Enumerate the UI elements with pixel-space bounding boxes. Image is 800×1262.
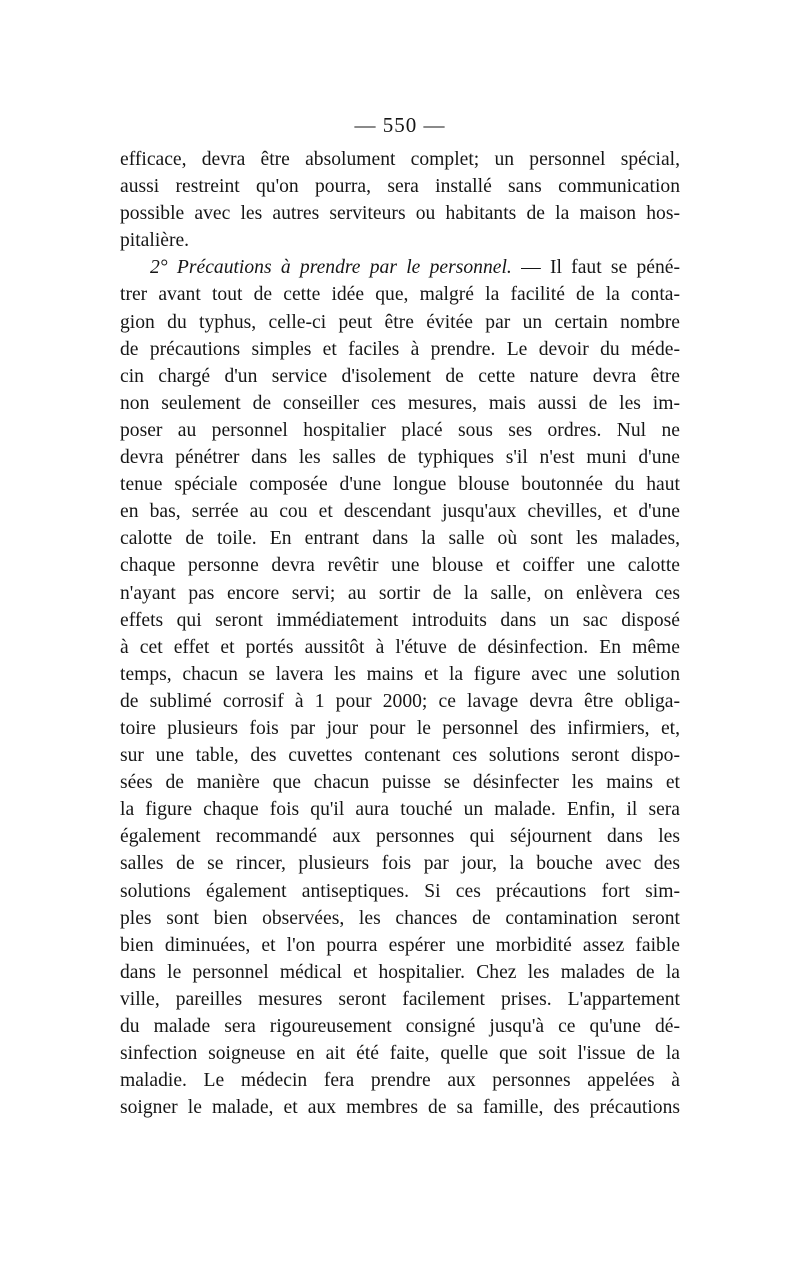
text-line: à cet effet et portés aussitôt à l'étuve de désinfection. En même (120, 636, 680, 658)
text-line: salles de se rincer, plusieurs fois par jour, la bouche avec des (120, 853, 680, 875)
text-line: sur une table, des cuvettes contenant ces solutions seront dispo- (120, 745, 680, 767)
text-line: du malade sera rigoureusement consigné jusqu'à ce qu'une dé- (120, 1016, 680, 1037)
text-line: de sublimé corrosif à 1 pour 2000; ce lavage devra être obliga- (120, 690, 680, 712)
text-line: possible avec les autres serviteurs ou habitants de la maison hos- (120, 203, 680, 225)
text-line: ples sont bien observées, les chances de contamination seront (120, 907, 680, 929)
text-line: bien diminuées, et l'on pourra espérer une morbidité assez faible (120, 934, 680, 956)
section-title: Précautions à prendre par le personnel. (176, 257, 512, 279)
text-line: n'ayant pas encore servi; au sortir de la salle, on enlèvera ces (120, 582, 680, 604)
text-line: ville, pareilles mesures seront facilement prises. L'appartement (120, 988, 680, 1010)
text-line: efficace, devra être absolument complet; un personnel spécial, (120, 149, 680, 170)
text-line: de précautions simples et faciles à prendre. Le devoir du méde- (120, 338, 680, 360)
text-line: pitalière. (120, 230, 190, 252)
text-line: soigner le malade, et aux membres de sa famille, des précautions (120, 1097, 680, 1119)
text-line: cin chargé d'un service d'isolement de cette nature devra être (120, 365, 680, 387)
text-line: sinfection soigneuse en ait été faite, quelle que soit l'issue de la (120, 1043, 680, 1065)
text-line: poser au personnel hospitalier placé sous ses ordres. Nul ne (120, 419, 680, 441)
text-line: tenue spéciale composée d'une longue blouse boutonnée du haut (120, 474, 680, 496)
section-heading-line (120, 254, 680, 281)
text-line: aussi restreint qu'on pourra, sera installé sans communication (120, 176, 680, 198)
text-line: la figure chaque fois qu'il aura touché un malade. Enfin, il sera (120, 799, 680, 821)
text-line: trer avant tout de cette idée que, malgré la facilité de la conta- (120, 284, 680, 306)
text-line: en bas, serrée au cou et descendant jusqu'aux chevilles, et d'une (120, 501, 680, 523)
text-line: également recommandé aux personnes qui séjournent dans les (120, 826, 680, 848)
text-line: temps, chacun se lavera les mains et la figure avec une solution (120, 663, 680, 685)
section-number: 2° (150, 257, 168, 279)
text-line: calotte de toile. En entrant dans la salle où sont les malades, (120, 528, 680, 550)
page-number: — 550 — (354, 113, 446, 137)
text-line: sées de manière que chacun puisse se désinfecter les mains et (120, 772, 680, 794)
text-line: non seulement de conseiller ces mesures, mais aussi de les im- (120, 392, 680, 414)
text-line: maladie. Le médecin fera prendre aux personnes appelées à (120, 1070, 680, 1092)
text-line: chaque personne devra revêtir une blouse et coiffer une calotte (120, 555, 680, 577)
text-line: effets qui seront immédiatement introduits dans un sac disposé (120, 609, 680, 631)
text-line: devra pénétrer dans les salles de typhiques s'il n'est muni d'une (120, 447, 680, 469)
text-line: gion du typhus, celle-ci peut être évitée par un certain nombre (120, 311, 680, 333)
text-line: toire plusieurs fois par jour pour le personnel des infirmiers, et, (120, 717, 680, 739)
text-line: solutions également antiseptiques. Si ces précautions fort sim- (120, 880, 680, 902)
text-line: dans le personnel médical et hospitalier. Chez les malades de la (120, 961, 680, 983)
section-first-line-rest: — Il faut se péné- (521, 257, 680, 279)
body-text (120, 146, 680, 1121)
